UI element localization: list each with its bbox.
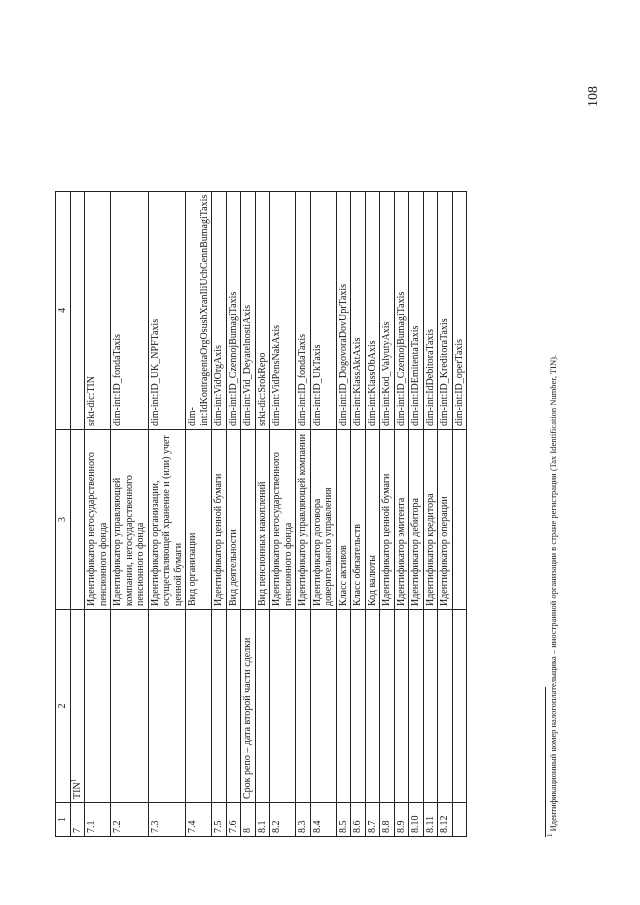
table-cell: dim-int:VidOrgAxis xyxy=(212,191,227,429)
table-cell xyxy=(255,610,270,803)
table-cell: Идентификатор негосударственного пенсионного фонда xyxy=(270,430,296,610)
table-cell: Идентификатор дебитора xyxy=(409,430,424,610)
table-cell: Идентификатор негосударственного пенсионного фонда xyxy=(85,430,111,610)
table-row xyxy=(296,191,311,836)
table-cell xyxy=(452,610,467,803)
data-table xyxy=(55,191,467,837)
table-cell xyxy=(212,610,227,803)
table-cell xyxy=(365,610,380,803)
table-row xyxy=(452,191,467,836)
table-row xyxy=(438,191,453,836)
table-cell: 8.7 xyxy=(365,803,380,837)
table-row xyxy=(310,191,336,836)
table-row xyxy=(336,191,351,836)
table-cell: Вид пенсионных накоплений xyxy=(255,430,270,610)
footnote xyxy=(548,355,558,837)
table-row xyxy=(85,191,111,836)
table-cell: 7.1 xyxy=(85,803,111,837)
table-cell: dim-int:ID_UK_NPFTaxis xyxy=(148,191,186,429)
table-cell: dim-int:ID_KreditoraTaxis xyxy=(438,191,453,429)
footnote-rule xyxy=(545,687,546,837)
table-cell xyxy=(351,610,366,803)
table-row xyxy=(394,191,409,836)
table-row xyxy=(226,191,241,836)
table-cell: 8.3 xyxy=(296,803,311,837)
table-cell xyxy=(186,610,212,803)
table-cell: Идентификатор ценной бумаги xyxy=(380,430,395,610)
table-row xyxy=(241,191,256,836)
table-cell xyxy=(148,610,186,803)
table-cell: dim-int:KlassObAxis xyxy=(365,191,380,429)
footnote-mark: 1 xyxy=(546,833,555,837)
table-cell xyxy=(452,430,467,610)
table-cell: Класс обязательств xyxy=(351,430,366,610)
table-cell: dim-int:ID_CzennojBumagiTaxis xyxy=(394,191,409,429)
table-cell: Идентификатор ценной бумаги xyxy=(212,430,227,610)
table-cell xyxy=(70,191,85,429)
table-row xyxy=(212,191,227,836)
table-row xyxy=(70,191,85,836)
table-cell: Идентификатор управляющей компании xyxy=(296,430,311,610)
table-header-cell: 3 xyxy=(56,430,71,610)
table-cell: Идентификатор эмитента xyxy=(394,430,409,610)
table-cell xyxy=(296,610,311,803)
table-cell xyxy=(438,610,453,803)
table-cell xyxy=(85,610,111,803)
table-row xyxy=(423,191,438,836)
table-cell: 8.8 xyxy=(380,803,395,837)
table-row xyxy=(111,191,149,836)
table-cell: 8.10 xyxy=(409,803,424,837)
table-cell: 8.12 xyxy=(438,803,453,837)
table-cell: dim-int:IdDebitoraTaxis xyxy=(423,191,438,429)
table-cell: 8.2 xyxy=(270,803,296,837)
table-cell xyxy=(111,610,149,803)
table-cell: Идентификатор управляющей компании, негосударственного пенсионного фонда xyxy=(111,430,149,610)
table-cell: dim-int:VidPensNakAxis xyxy=(270,191,296,429)
table-cell: 8.5 xyxy=(336,803,351,837)
table-cell: Идентификатор операции xyxy=(438,430,453,610)
table-cell: dim-int:ID_operTaxis xyxy=(452,191,467,429)
table-cell: srkt-dic:SrokRepo xyxy=(255,191,270,429)
table-cell: dim-int:ID_UkTaxis xyxy=(310,191,336,429)
table-row xyxy=(270,191,296,836)
table-cell xyxy=(310,610,336,803)
table-cell: 7.2 xyxy=(111,803,149,837)
table-cell: dim-int:ID_CzennojBumagiTaxis xyxy=(226,191,241,429)
table-cell xyxy=(394,610,409,803)
table-cell: 7.5 xyxy=(212,803,227,837)
table-cell: dim-int:ID_fondaTaxis xyxy=(111,191,149,429)
table-cell: dim-int:Kod_ValyutyAxis xyxy=(380,191,395,429)
table-cell: Идентификатор организации, осуществляющей хранение и (или) учет ценной бумаги xyxy=(148,430,186,610)
table-cell xyxy=(70,430,85,610)
table-cell: 8.1 xyxy=(255,803,270,837)
table-cell: 7.3 xyxy=(148,803,186,837)
table-row xyxy=(148,191,186,836)
table-row xyxy=(365,191,380,836)
table-cell: dim-int:IDEmitentaTaxis xyxy=(409,191,424,429)
table-cell xyxy=(336,610,351,803)
table-cell: dim-int:KlassAktAxis xyxy=(351,191,366,429)
table-cell: dim-int:ID_DogovoraDovUprTaxis xyxy=(336,191,351,429)
page-number: 108 xyxy=(586,86,601,107)
table-cell: 7 xyxy=(70,803,85,837)
table-cell: Идентификатор договора доверительного управления xyxy=(310,430,336,610)
table-row xyxy=(351,191,366,836)
table-cell xyxy=(226,610,241,803)
table-cell xyxy=(241,430,256,610)
table-cell: dim-int:IdKontragentaOrgOsushXranIliUchCennBumagiTaxis xyxy=(186,191,212,429)
table-header-cell: 2 xyxy=(56,610,71,803)
table-header-cell: 1 xyxy=(56,803,71,837)
table-row xyxy=(255,191,270,836)
table-cell xyxy=(380,610,395,803)
table-cell: Класс активов xyxy=(336,430,351,610)
table-cell: 7.6 xyxy=(226,803,241,837)
table-cell: 8.6 xyxy=(351,803,366,837)
table-cell: 8.9 xyxy=(394,803,409,837)
footnote-ref: 1 xyxy=(69,778,78,783)
table-cell: 7.4 xyxy=(186,803,212,837)
table-cell: 8.11 xyxy=(423,803,438,837)
table-cell xyxy=(423,610,438,803)
table-row xyxy=(380,191,395,836)
table-cell: dim-int:ID_fondaTaxis xyxy=(296,191,311,429)
table-cell: 8 xyxy=(241,803,256,837)
table-cell: Вид организации xyxy=(186,430,212,610)
table-cell xyxy=(270,610,296,803)
table-cell: TIN$^1$ xyxy=(70,610,85,803)
table-cell: 8.4 xyxy=(310,803,336,837)
table-cell: srkt-dic:TIN xyxy=(85,191,111,429)
table-cell: Вид деятельности xyxy=(226,430,241,610)
table-cell: Код валюты xyxy=(365,430,380,610)
footnote-text: Идентификационный номер налогоплательщика – иностранной организации в стране регистрации (Tax Identification Number, TIN). xyxy=(548,354,558,832)
table-header-cell: 4 xyxy=(56,191,71,429)
table-cell: Срок репо – дата второй части сделки xyxy=(241,610,256,803)
table-cell xyxy=(452,803,467,837)
table-header-row xyxy=(56,191,71,836)
table-cell: dim-int:Vid_DeyatelnostiAxis xyxy=(241,191,256,429)
table-row xyxy=(186,191,212,836)
table-row xyxy=(409,191,424,836)
table-cell: Идентификатор кредитора xyxy=(423,430,438,610)
table-cell xyxy=(409,610,424,803)
